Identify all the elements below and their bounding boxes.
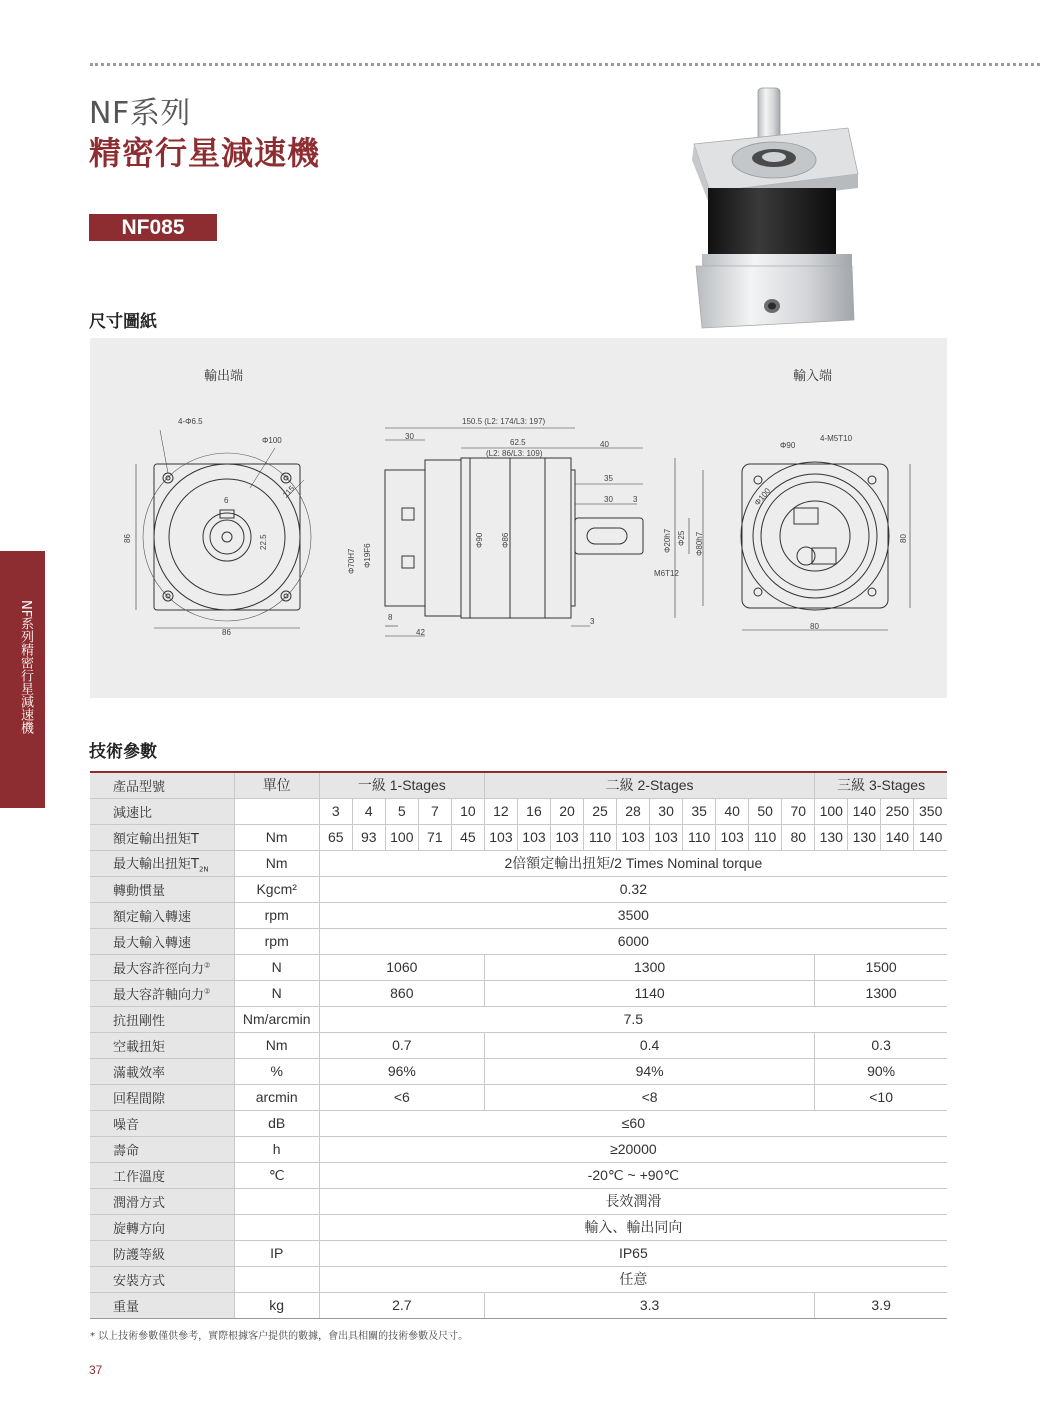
table-row — [90, 1006, 947, 1032]
label-height-left: 86 — [123, 534, 132, 543]
header-stage3: 三級 3-Stages — [815, 772, 947, 798]
table-row — [90, 824, 947, 850]
top-dotted-rule — [90, 63, 1040, 66]
max-torque-label: 最大輸出扭矩T — [113, 856, 199, 872]
stage1-value: 0.7 — [319, 1032, 484, 1058]
torque-cell: 103 — [484, 824, 517, 850]
table-row — [90, 1084, 947, 1110]
row-value: IP65 — [319, 1240, 947, 1266]
label-width-right: 80 — [810, 622, 819, 631]
label-len-62-5-sub: (L2: 86/L3: 109) — [486, 449, 543, 458]
row-unit: dB — [234, 1110, 319, 1136]
torque-cell: 103 — [716, 824, 749, 850]
ratio-cell: 16 — [517, 798, 550, 824]
row-label — [90, 1084, 234, 1110]
ratio-cell: 28 — [617, 798, 650, 824]
ratio-cell: 30 — [650, 798, 683, 824]
row-label: 旋轉方向 — [90, 1214, 234, 1240]
stage2-value: 1300 — [484, 954, 814, 980]
ratio-cell: 5 — [385, 798, 418, 824]
label-pcd-in: Φ90 — [780, 441, 796, 450]
row-label: 額定輸出扭矩T — [90, 824, 234, 850]
row-unit: N — [234, 980, 319, 1006]
torque-cell: 65 — [319, 824, 352, 850]
table-row — [90, 1214, 947, 1240]
stage3-value: 1500 — [815, 954, 947, 980]
ratio-cell: 12 — [484, 798, 517, 824]
stage1-value: 96% — [319, 1058, 484, 1084]
label-len-30: 30 — [405, 432, 414, 441]
series-subtitle: 精密行星減速機 — [89, 134, 321, 172]
stage3-value: 0.3 — [815, 1032, 947, 1058]
table-row — [90, 1188, 947, 1214]
side-tab-label: NF系列精密行星減速機 — [18, 600, 33, 735]
ratio-cell: 100 — [815, 798, 848, 824]
row-label: 噪音 — [90, 1110, 234, 1136]
row-unit: Nm — [234, 850, 319, 876]
row-label-superscript: ② — [204, 961, 211, 970]
label-key-6: 6 — [224, 496, 229, 505]
series-title: NF系列 — [89, 96, 191, 131]
ratio-cell: 4 — [352, 798, 385, 824]
label-d-90: Φ90 — [475, 532, 484, 548]
table-row — [90, 954, 947, 980]
torque-cell: 103 — [517, 824, 550, 850]
row-unit: Kgcm² — [234, 876, 319, 902]
ratio-cell: 250 — [881, 798, 914, 824]
label-len-3: 3 — [633, 495, 638, 504]
label-len-62-5: 62.5 — [510, 438, 526, 447]
row-unit: Nm — [234, 1032, 319, 1058]
ratio-cell: 35 — [683, 798, 716, 824]
row-value: -20℃ ~ +90℃ — [319, 1162, 947, 1188]
row-unit — [234, 1266, 319, 1292]
ratio-cell: 50 — [749, 798, 782, 824]
label-total-len: 150.5 (L2: 174/L3: 197) — [462, 417, 546, 426]
ratio-cell: 20 — [550, 798, 583, 824]
stage3-value: 3.9 — [815, 1292, 947, 1318]
row-unit: Nm/arcmin — [234, 1006, 319, 1032]
torque-cell: 80 — [782, 824, 815, 850]
stage2-value: 94% — [484, 1058, 814, 1084]
row-value: ≤60 — [319, 1110, 947, 1136]
label-width-left: 86 — [222, 628, 231, 637]
dimension-drawing-panel — [90, 338, 947, 698]
row-unit: N — [234, 954, 319, 980]
row-value: 2倍額定輸出扭矩/2 Times Nominal torque — [319, 850, 947, 876]
label-dim-115: 115 — [281, 484, 297, 500]
header-model: 產品型號 — [90, 772, 234, 798]
table-row — [90, 1240, 947, 1266]
row-label-text: 最大容許軸向力 — [113, 987, 205, 1003]
row-unit — [234, 1188, 319, 1214]
row-label — [90, 1292, 234, 1318]
footnote: * 以上技術參數僅供參考，實際根據客户提供的數據，會出具相關的技術參數及尺寸。 — [90, 1331, 469, 1342]
ratio-cell: 25 — [584, 798, 617, 824]
table-row — [90, 1266, 947, 1292]
row-label — [90, 850, 234, 876]
row-label: 轉動慣量 — [90, 876, 234, 902]
label-dim-22-5: 22.5 — [259, 534, 268, 550]
row-label-text: 回程間隙 — [113, 1091, 166, 1107]
row-unit: kg — [234, 1292, 319, 1318]
ratio-cell: 140 — [848, 798, 881, 824]
label-d-80h7: Φ80h7 — [695, 531, 704, 556]
table-row — [90, 1058, 947, 1084]
row-unit: h — [234, 1136, 319, 1162]
input-flange-view — [741, 462, 910, 630]
table-row — [90, 1292, 947, 1318]
output-end-label: 輸出端 — [204, 369, 244, 384]
table-row — [90, 902, 947, 928]
torque-cell: 103 — [617, 824, 650, 850]
row-unit: rpm — [234, 902, 319, 928]
label-len-35: 35 — [604, 474, 613, 483]
row-value: 任意 — [319, 1266, 947, 1292]
row-unit: IP — [234, 1240, 319, 1266]
table-row — [90, 928, 947, 954]
dimension-drawing — [90, 338, 947, 698]
section-heading-dimensions: 尺寸圖紙 — [89, 312, 157, 332]
torque-cell: 45 — [451, 824, 484, 850]
row-unit — [234, 798, 319, 824]
model-badge: NF085 — [89, 214, 217, 241]
stage3-value: <10 — [815, 1084, 947, 1110]
torque-cell: 71 — [418, 824, 451, 850]
row-label — [90, 980, 234, 1006]
ratio-cell: 350 — [914, 798, 947, 824]
row-value: 3500 — [319, 902, 947, 928]
row-label — [90, 1058, 234, 1084]
stage2-value: <8 — [484, 1084, 814, 1110]
ratio-cell: 70 — [782, 798, 815, 824]
stage3-value: 90% — [815, 1058, 947, 1084]
header-stage1: 一級 1-Stages — [319, 772, 484, 798]
header-unit: 單位 — [234, 772, 319, 798]
ratio-cell: 10 — [451, 798, 484, 824]
torque-cell: 140 — [914, 824, 947, 850]
label-d-70h7: Φ70H7 — [347, 548, 356, 574]
torque-cell: 110 — [749, 824, 782, 850]
row-value: 6000 — [319, 928, 947, 954]
row-value: 7.5 — [319, 1006, 947, 1032]
label-holes-in: 4-M5T10 — [820, 434, 853, 443]
row-label: 減速比 — [90, 798, 234, 824]
ratio-cell: 7 — [418, 798, 451, 824]
row-label: 抗扭剛性 — [90, 1006, 234, 1032]
row-label-text: 最大容許徑向力 — [113, 961, 205, 977]
table-row — [90, 1032, 947, 1058]
row-value: 0.32 — [319, 876, 947, 902]
table-row — [90, 850, 947, 876]
row-unit: rpm — [234, 928, 319, 954]
label-len-40: 40 — [600, 440, 609, 449]
stage2-value: 0.4 — [484, 1032, 814, 1058]
label-d-in-100: Φ100 — [752, 486, 773, 508]
product-photo — [688, 84, 860, 332]
row-label-superscript: ② — [204, 987, 211, 996]
stage1-value: 860 — [319, 980, 484, 1006]
torque-cell: 100 — [385, 824, 418, 850]
label-thread-m6: M6T12 — [654, 569, 679, 578]
row-unit: % — [234, 1058, 319, 1084]
label-d-20h7: Φ20h7 — [663, 528, 672, 553]
row-label — [90, 954, 234, 980]
row-unit — [234, 1214, 319, 1240]
torque-cell: 130 — [848, 824, 881, 850]
stage2-value: 3.3 — [484, 1292, 814, 1318]
label-len-3b: 3 — [590, 617, 595, 626]
stage3-value: 1300 — [815, 980, 947, 1006]
row-label: 壽命 — [90, 1136, 234, 1162]
table-row — [90, 1136, 947, 1162]
table-row — [90, 798, 947, 824]
row-label: 防護等級 — [90, 1240, 234, 1266]
label-d-86: Φ86 — [501, 532, 510, 548]
row-label: 最大輸入轉速 — [90, 928, 234, 954]
row-label: 潤滑方式 — [90, 1188, 234, 1214]
torque-cell: 130 — [815, 824, 848, 850]
torque-cell: 103 — [650, 824, 683, 850]
row-unit: ℃ — [234, 1162, 319, 1188]
row-label-text: 空載扭矩 — [113, 1039, 166, 1055]
row-label-text: 滿載效率 — [113, 1065, 166, 1081]
row-label: 額定輸入轉速 — [90, 902, 234, 928]
label-d-25: Φ25 — [677, 530, 686, 546]
table-header-row — [90, 772, 947, 798]
torque-cell: 110 — [683, 824, 716, 850]
max-torque-subscript: 2N — [198, 865, 209, 874]
ratio-cell: 40 — [716, 798, 749, 824]
table-row — [90, 876, 947, 902]
row-value: 長效潤滑 — [319, 1188, 947, 1214]
output-flange-view — [136, 430, 311, 628]
label-len-30b: 30 — [604, 495, 613, 504]
torque-cell: 93 — [352, 824, 385, 850]
spec-table — [90, 771, 947, 1319]
row-unit: arcmin — [234, 1084, 319, 1110]
label-holes-out: 4-Φ6.5 — [178, 417, 203, 426]
input-end-label: 輸入端 — [793, 369, 833, 384]
row-label — [90, 1032, 234, 1058]
table-row — [90, 980, 947, 1006]
table-row — [90, 1110, 947, 1136]
stage1-value: 1060 — [319, 954, 484, 980]
ratio-cell: 3 — [319, 798, 352, 824]
label-len-42: 42 — [416, 628, 425, 637]
section-heading-specs: 技術參數 — [89, 742, 157, 762]
label-pcd-out: Φ100 — [262, 436, 282, 445]
stage1-value: 2.7 — [319, 1292, 484, 1318]
row-label: 工作溫度 — [90, 1162, 234, 1188]
label-d-19f6: Φ19F6 — [363, 543, 372, 568]
stage2-value: 1140 — [484, 980, 814, 1006]
torque-cell: 103 — [550, 824, 583, 850]
row-label-text: 重量 — [113, 1299, 140, 1315]
torque-cell: 140 — [881, 824, 914, 850]
row-label: 安裝方式 — [90, 1266, 234, 1292]
header-stage2: 二級 2-Stages — [484, 772, 814, 798]
row-unit: Nm — [234, 824, 319, 850]
row-value: ≥20000 — [319, 1136, 947, 1162]
row-value: 輸入、輸出同向 — [319, 1214, 947, 1240]
page-number: 37 — [89, 1363, 103, 1377]
stage1-value: <6 — [319, 1084, 484, 1110]
label-height-right: 80 — [899, 534, 908, 543]
label-len-8: 8 — [388, 613, 393, 622]
torque-cell: 110 — [584, 824, 617, 850]
table-row — [90, 1162, 947, 1188]
side-section-view — [385, 428, 703, 636]
